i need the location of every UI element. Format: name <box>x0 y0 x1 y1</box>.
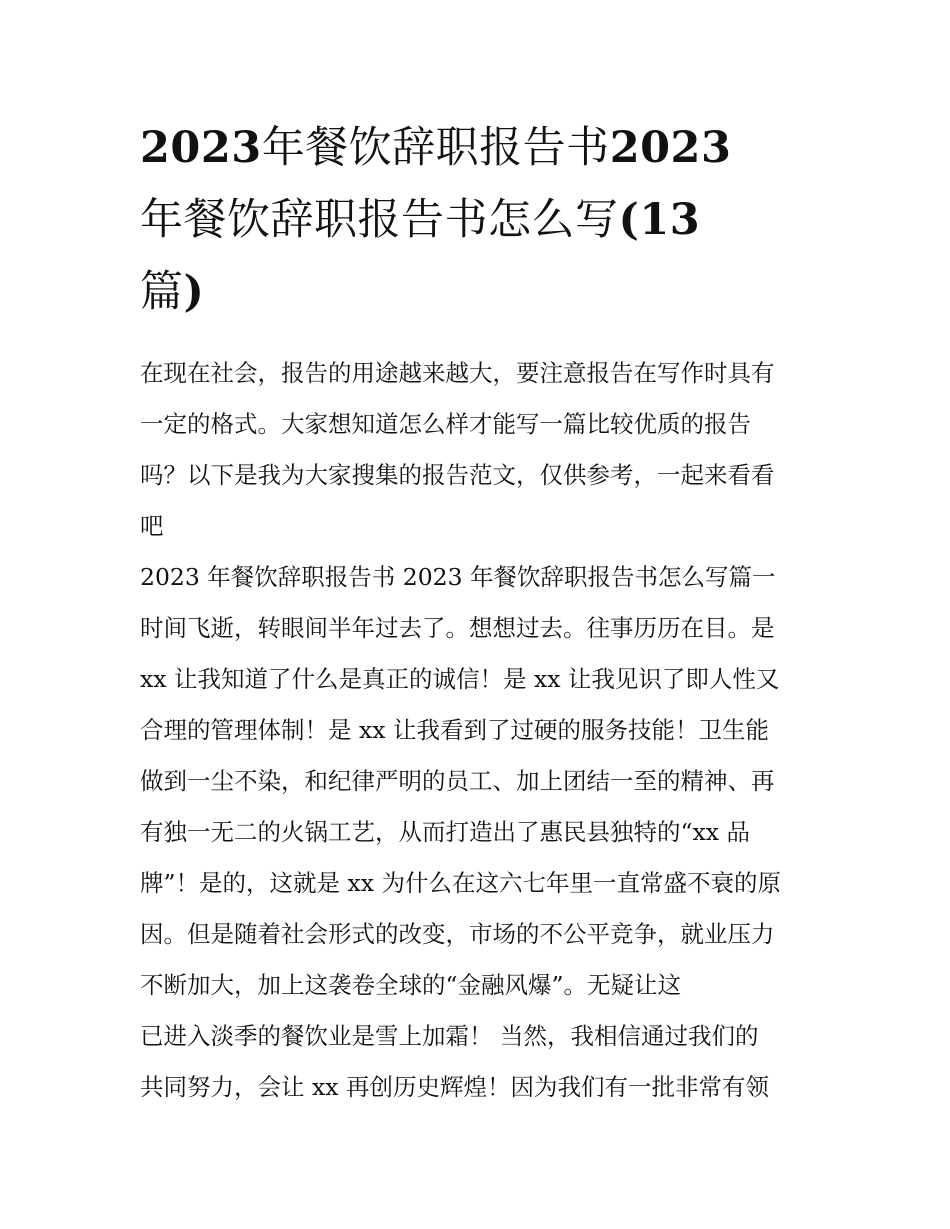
body-line: 时间飞逝，转眼间半年过去了。想想过去。往事历历在目。是 <box>140 614 775 642</box>
intro-line: 吧 <box>140 512 164 540</box>
section-heading: 2023 年餐饮辞职报告书 2023 年餐饮辞职报告书怎么写篇一 <box>140 563 776 591</box>
intro-line: 在现在社会，报告的用途越来越大，要注意报告在写作时具有 <box>140 359 775 387</box>
body-line: 已进入淡季的餐饮业是雪上加霜！ 当然，我相信通过我们的 <box>140 1022 759 1050</box>
body-line: 合理的管理体制！是 xx 让我看到了过硬的服务技能！卫生能 <box>140 716 769 744</box>
document-page <box>140 112 815 1113</box>
title-count: (13 <box>618 195 701 245</box>
title-line-3 <box>140 256 815 328</box>
body-line: 做到一尘不染，和纪律严明的员工、加上团结一至的精神、再 <box>140 767 775 795</box>
title-line-1 <box>140 112 815 184</box>
intro-line: 一定的格式。大家想知道怎么样才能写一篇比较优质的报告 <box>140 410 751 438</box>
body-line: 牌”！是的，这就是 xx 为什么在这六七年里一直常盛不衰的原 <box>140 869 781 897</box>
document-title <box>140 112 815 328</box>
intro-line: 吗？以下是我为大家搜集的报告范文，仅供参考，一起来看看 <box>140 461 775 489</box>
body-line: 不断加大，加上这袭卷全球的“金融风爆”。无疑让这 <box>140 971 682 999</box>
title-close-paren: ) <box>183 267 205 317</box>
body-line: 共同努力，会让 xx 再创历史辉煌！因为我们有一批非常有领 <box>140 1073 769 1101</box>
title-text-3: 篇 <box>140 267 184 317</box>
body-line: 有独一无二的火锅工艺，从而打造出了惠民县独特的“xx 品 <box>140 818 750 846</box>
title-year-2: 2023 <box>609 123 732 173</box>
title-text-2: 年餐饮辞职报告书怎么写 <box>140 195 619 245</box>
title-line-2 <box>140 184 815 256</box>
body-line: 因。但是随着社会形式的改变，市场的不公平竞争，就业压力 <box>140 920 775 948</box>
body-line: xx 让我知道了什么是真正的诚信！是 xx 让我见识了即人性又 <box>140 665 780 693</box>
title-text-1: 年餐饮辞职报告书 <box>261 123 610 173</box>
title-year-1: 2023 <box>140 123 262 173</box>
document-body <box>140 348 815 1113</box>
